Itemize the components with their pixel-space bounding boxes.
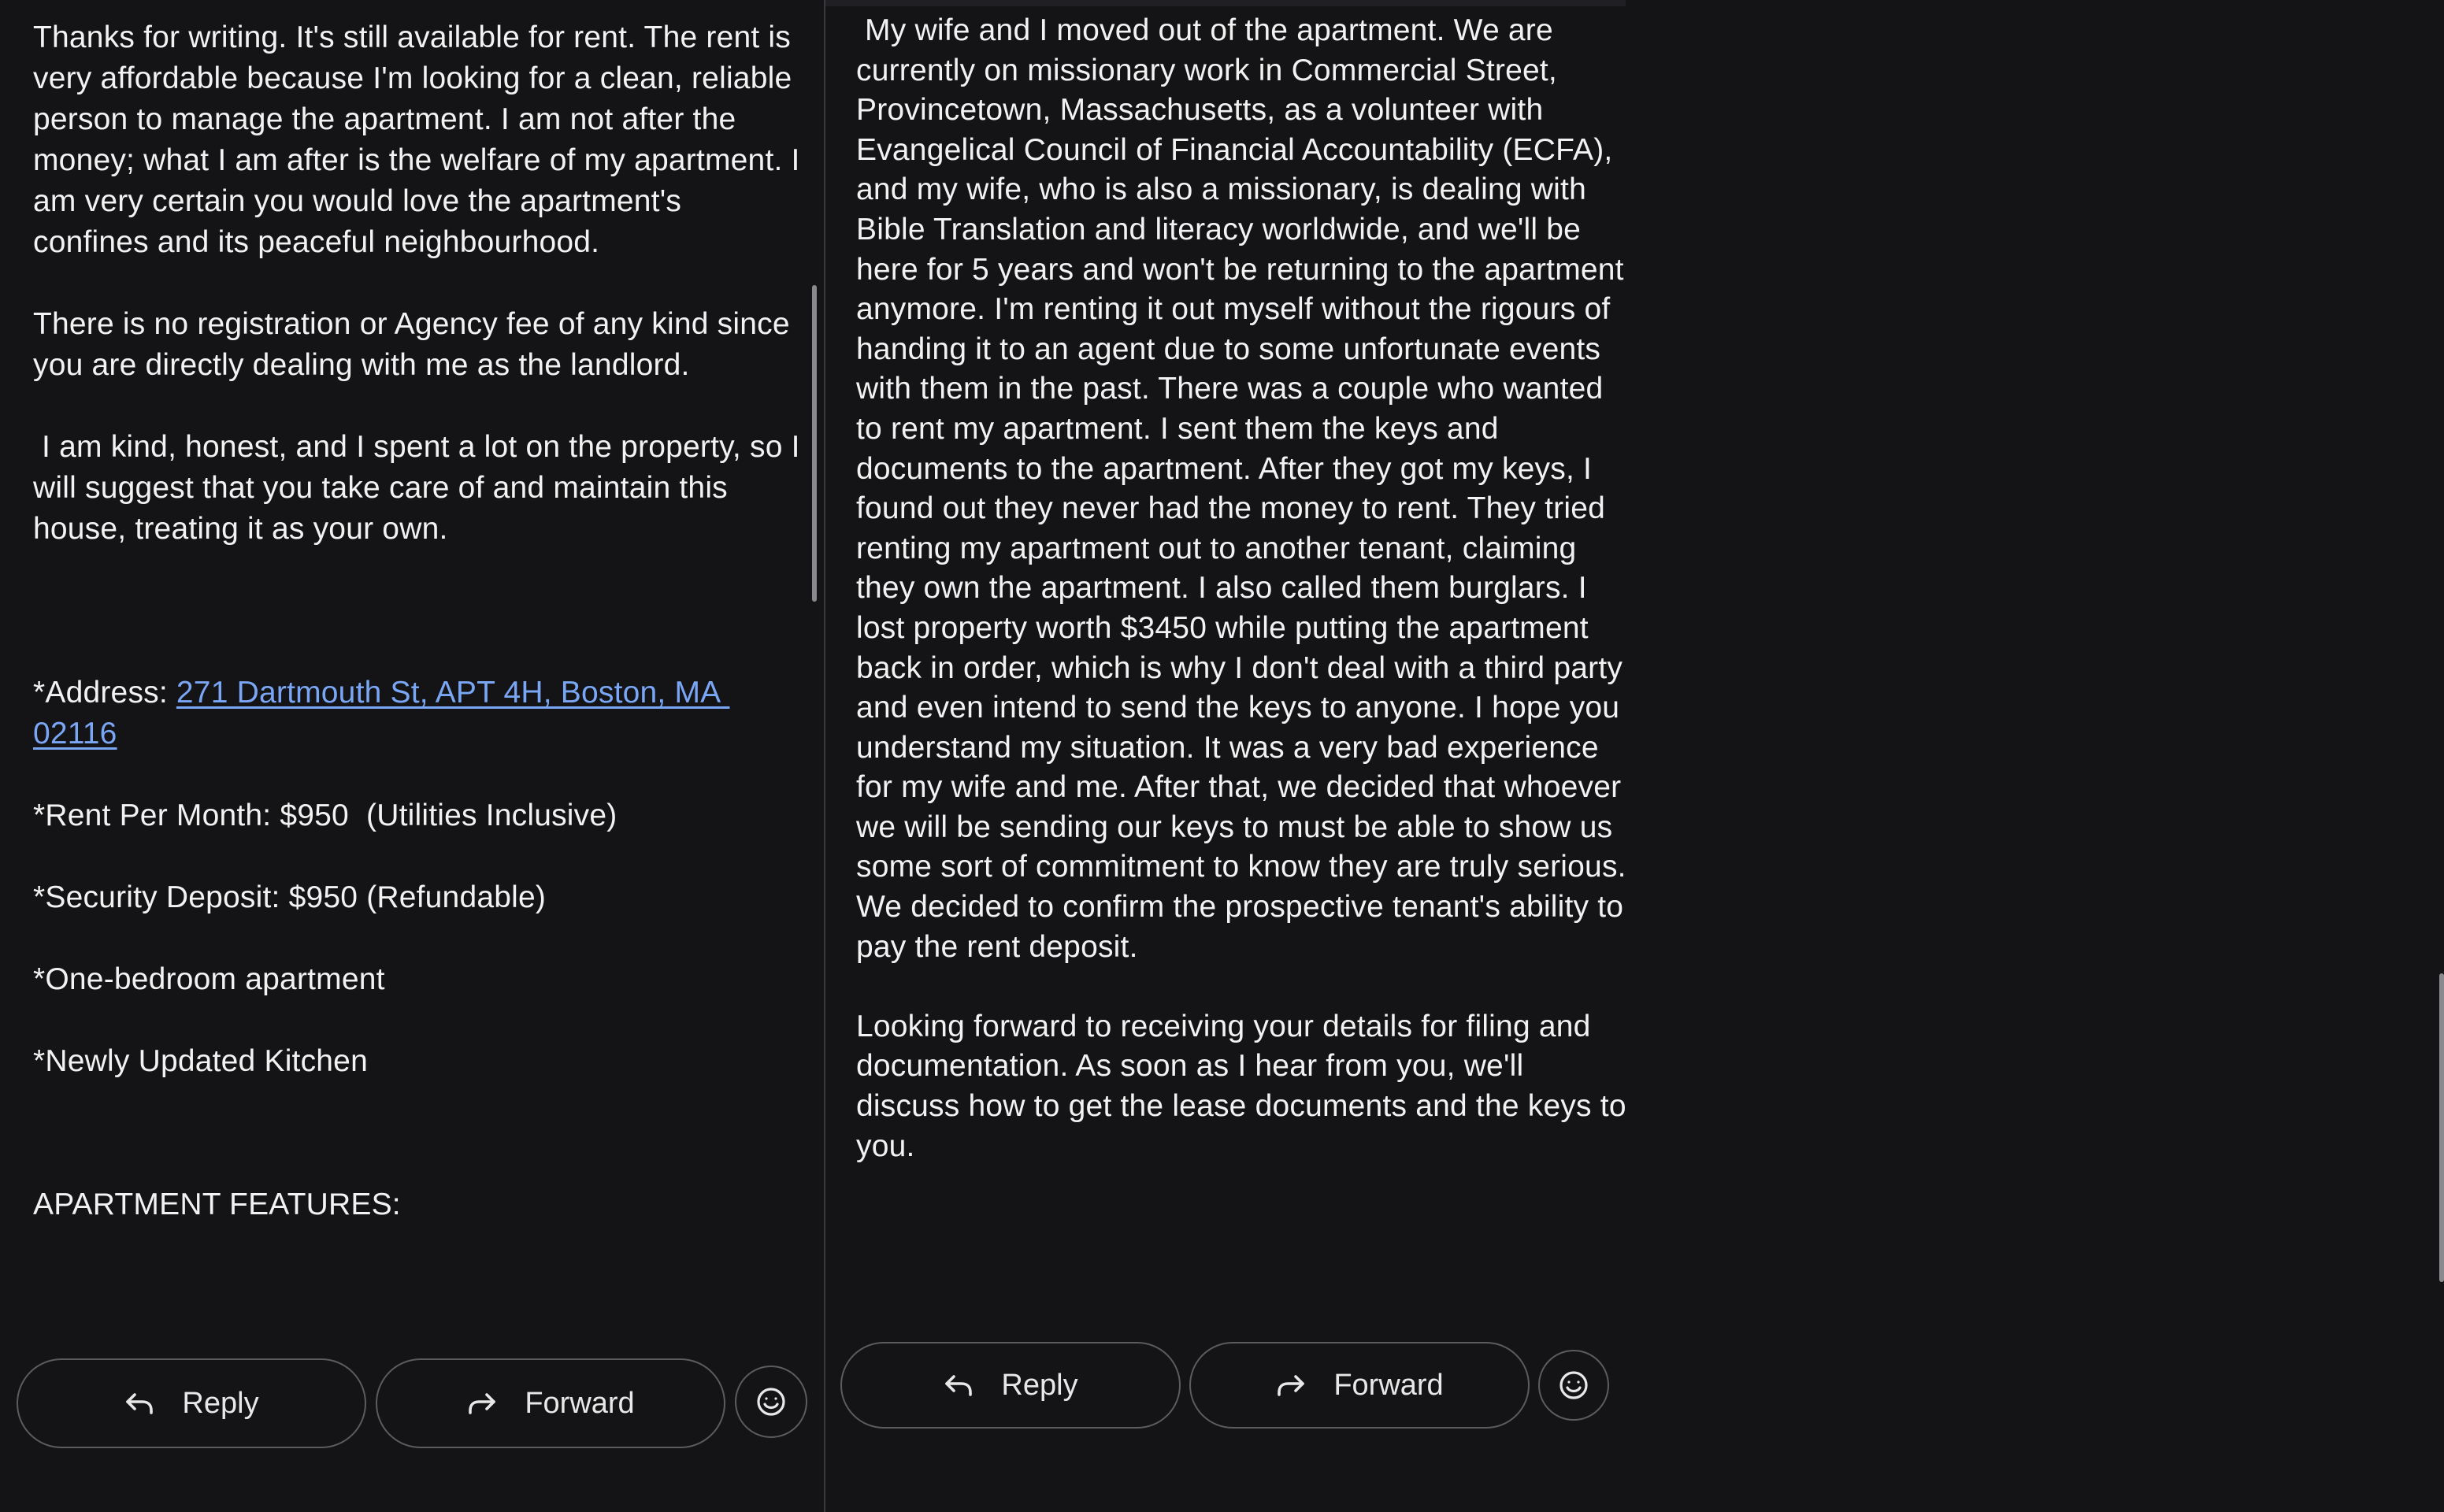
- top-strip: [825, 0, 1626, 6]
- left-paragraph-3: I am kind, honest, and I spent a lot on the property, so I will suggest that you take care of and maintain this house, treating it as your own.: [33, 430, 809, 546]
- right-emoji-button[interactable]: [1538, 1350, 1609, 1421]
- smiley-face-icon: [755, 1386, 787, 1418]
- right-scrollbar[interactable]: [2439, 973, 2444, 1282]
- right-paragraph-1: My wife and I moved out of the apartment. We are currently on missionary work in Commercial Street, Provincetown, Massachusetts, as a volunteer with Evangelical Council of Financial Accountability (ECFA), and my wife, who is also a missionary, is dealing with Bible Translation and literacy worldwide, and we'll be here for 5 years and won't be returning to the apartment anymore. I'm renting it out myself without the rigours of handing it to an agent due to some unfortunate events with them in the past. There was a couple who wanted to rent my apartment. I sent them the keys and documents to the apartment. After they got my keys, I found out they never had the money to rent. They tried renting my apartment out to another tenant, claiming they own the apartment. I also called them burglars. I lost property worth $3450 while putting the apartment back in order, which is why I don't deal with a third party and even intend to send the keys to anyone. I hope you understand my situation. It was a very bad experience for my wife and me. After that, we decided that whoever we will be sending our keys to must be able to show us some sort of commitment to know they are truly serious. We decided to confirm the prospective tenant's ability to pay the rent deposit.: [856, 13, 1635, 964]
- smiley-face-icon: [1558, 1369, 1589, 1401]
- bedrooms-line: *One-bedroom apartment: [33, 962, 385, 996]
- right-email-body: [856, 11, 1635, 1166]
- reply-arrow-icon: [124, 1388, 155, 1419]
- left-email-body: [33, 17, 809, 1225]
- address-link[interactable]: 271 Dartmouth St, APT 4H, Boston, MA 02116: [33, 676, 730, 750]
- right-forward-label: Forward: [1333, 1368, 1444, 1402]
- reply-arrow-icon: [943, 1369, 974, 1401]
- right-forward-button[interactable]: [1189, 1342, 1530, 1429]
- left-scrollbar[interactable]: [812, 285, 817, 602]
- kitchen-line: *Newly Updated Kitchen: [33, 1044, 368, 1078]
- right-email-pane: [825, 0, 1635, 1512]
- address-label: *Address:: [33, 676, 176, 710]
- rent-line: *Rent Per Month: $950 (Utilities Inclusive): [33, 799, 617, 832]
- left-paragraph-1: Thanks for writing. It's still available for rent. The rent is very affordable because I'm looking for a clean, reliable person to manage the apartment. I am not after the money; what I am after is the welfare of my apartment. I am very certain you would love the apartment's confines and its peaceful neighbourhood.: [33, 20, 809, 259]
- deposit-line: *Security Deposit: $950 (Refundable): [33, 880, 547, 914]
- forward-arrow-icon: [466, 1388, 498, 1419]
- right-reply-label: Reply: [1001, 1368, 1078, 1402]
- left-forward-button[interactable]: [376, 1358, 725, 1448]
- left-email-pane: [0, 0, 824, 1512]
- left-emoji-button[interactable]: [735, 1366, 807, 1438]
- left-paragraph-2: There is no registration or Agency fee of any kind since you are directly dealing with me as the landlord.: [33, 307, 799, 382]
- left-reply-button[interactable]: [17, 1358, 366, 1448]
- left-forward-label: Forward: [525, 1386, 635, 1420]
- right-reply-button[interactable]: [840, 1342, 1181, 1429]
- right-paragraph-2: Looking forward to receiving your details for filing and documentation. As soon as I hear from you, we'll discuss how to get the lease documents and the keys to you.: [856, 1009, 1635, 1163]
- features-heading: APARTMENT FEATURES:: [33, 1188, 401, 1221]
- left-reply-label: Reply: [182, 1386, 259, 1420]
- forward-arrow-icon: [1275, 1369, 1307, 1401]
